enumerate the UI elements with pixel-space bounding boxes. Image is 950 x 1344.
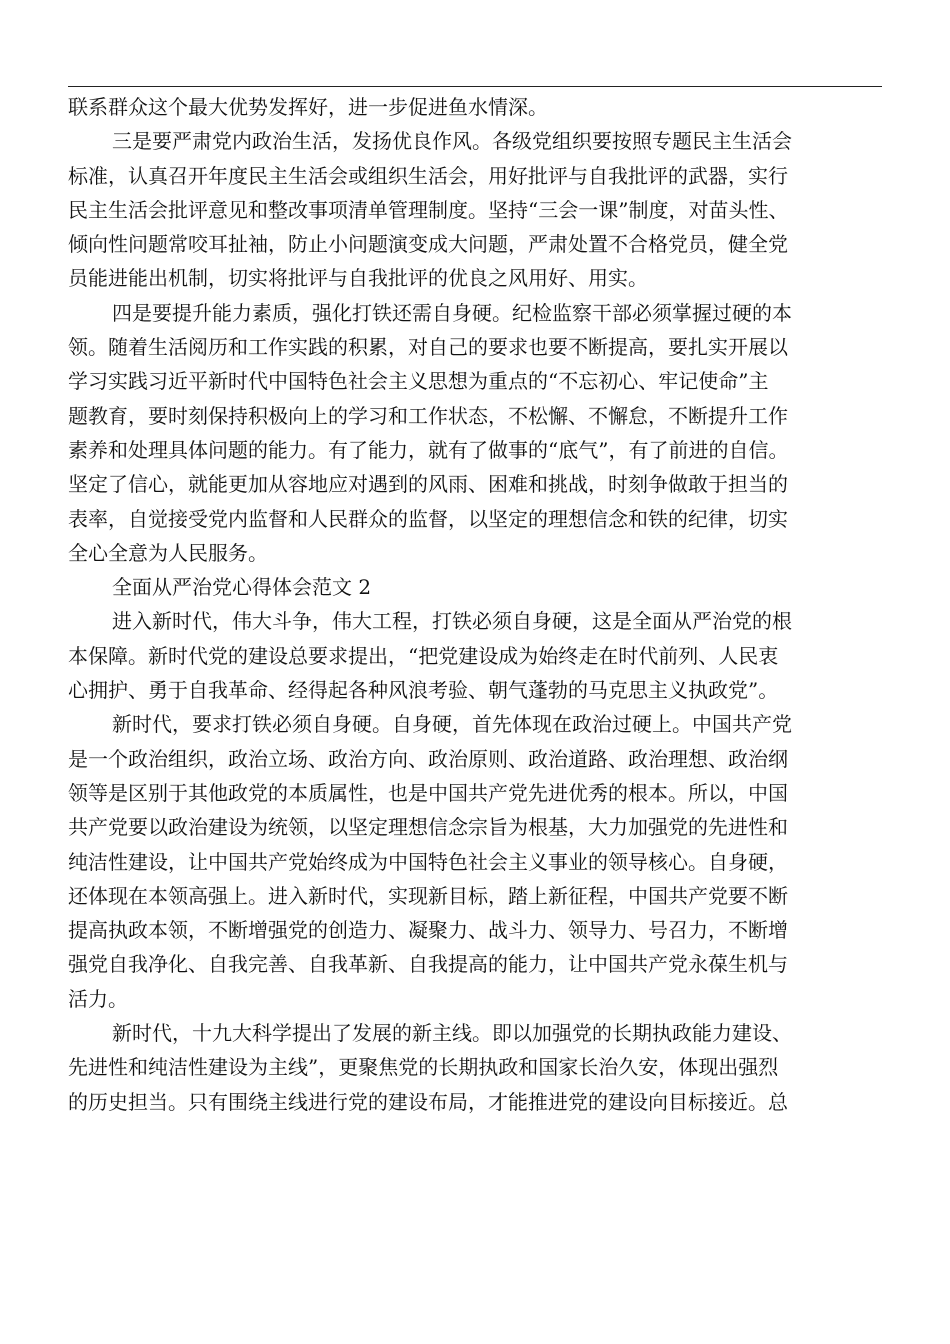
text-line: 三是要严肃党内政治生活，发扬优良作风。各级党组织要按照专题民主生活会 bbox=[112, 129, 792, 154]
text-line: 强党自我净化、自我完善、自我革新、自我提高的能力，让中国共产党永葆生机与 bbox=[68, 952, 788, 977]
text-line: 的历史担当。只有围绕主线进行党的建设布局，才能推进党的建设向目标接近。总 bbox=[68, 1089, 788, 1114]
text-line: 先进性和纯洁性建设为主线”，更聚焦党的长期执政和国家长治久安，体现出强烈 bbox=[68, 1055, 779, 1080]
text-line: 还体现在本领高强上。进入新时代，实现新目标，踏上新征程，中国共产党要不断 bbox=[68, 883, 788, 908]
header-rule bbox=[68, 86, 882, 87]
text-line: 联系群众这个最大优势发挥好，进一步促进鱼水情深。 bbox=[68, 95, 548, 119]
text-line: 学习实践习近平新时代中国特色社会主义思想为重点的“不忘初心、牢记使命”主 bbox=[68, 369, 769, 394]
text-line: 提高执政本领，不断增强党的创造力、凝聚力、战斗力、领导力、号召力，不断增 bbox=[68, 918, 788, 943]
text-line: 全心全意为人民服务。 bbox=[68, 540, 268, 565]
text-line: 素养和处理具体问题的能力。有了能力，就有了做事的“底气”，有了前进的自信。 bbox=[68, 437, 789, 462]
document-body bbox=[68, 90, 882, 1119]
text-line: 表率，自觉接受党内监督和人民群众的监督，以坚定的理想信念和铁的纪律，切实 bbox=[68, 506, 788, 531]
text-line: 新时代，要求打铁必须自身硬。自身硬，首先体现在政治过硬上。中国共产党 bbox=[112, 712, 792, 737]
text-line: 坚定了信心，就能更加从容地应对遇到的风雨、困难和挑战，时刻争做敢于担当的 bbox=[68, 472, 788, 497]
text-line: 共产党要以政治建设为统领，以坚定理想信念宗旨为根基，大力加强党的先进性和 bbox=[68, 815, 788, 840]
text-line: 题教育，要时刻保持积极向上的学习和工作状态，不松懈、不懈怠，不断提升工作 bbox=[68, 403, 788, 428]
text-line: 本保障。新时代党的建设总要求提出，“把党建设成为始终走在时代前列、人民衷 bbox=[68, 643, 779, 668]
text-line: 纯洁性建设，让中国共产党始终成为中国特色社会主义事业的领导核心。自身硬， bbox=[68, 849, 788, 874]
text-line: 进入新时代，伟大斗争，伟大工程，打铁必须自身硬，这是全面从严治党的根 bbox=[112, 609, 792, 634]
text-line: 领等是区别于其他政党的本质属性，也是中国共产党先进优秀的根本。所以，中国 bbox=[68, 780, 788, 805]
text-line: 全面从严治党心得体会范文 2 bbox=[112, 575, 372, 600]
text-line: 标准，认真召开年度民主生活会或组织生活会，用好批评与自我批评的武器，实行 bbox=[68, 163, 788, 188]
text-line: 心拥护、勇于自我革命、经得起各种风浪考验、朝气蓬勃的马克思主义执政党”。 bbox=[68, 678, 779, 703]
text-line: 活力。 bbox=[68, 986, 128, 1011]
text-line: 新时代，十九大科学提出了发展的新主线。即以加强党的长期执政能力建设、 bbox=[112, 1021, 792, 1046]
text-line: 四是要提升能力素质，强化打铁还需自身硬。纪检监察干部必须掌握过硬的本 bbox=[112, 300, 792, 325]
text-line: 员能进能出机制，切实将批评与自我批评的优良之风用好、用实。 bbox=[68, 266, 648, 291]
text-line: 倾向性问题常咬耳扯袖，防止小问题演变成大问题，严肃处置不合格党员，健全党 bbox=[68, 232, 788, 257]
text-line: 民主生活会批评意见和整改事项清单管理制度。坚持“三会一课”制度，对苗头性、 bbox=[68, 197, 789, 222]
text-line: 领。随着生活阅历和工作实践的积累，对自己的要求也要不断提高，要扎实开展以 bbox=[68, 335, 788, 360]
text-line: 是一个政治组织，政治立场、政治方向、政治原则、政治道路、政治理想、政治纲 bbox=[68, 746, 788, 771]
